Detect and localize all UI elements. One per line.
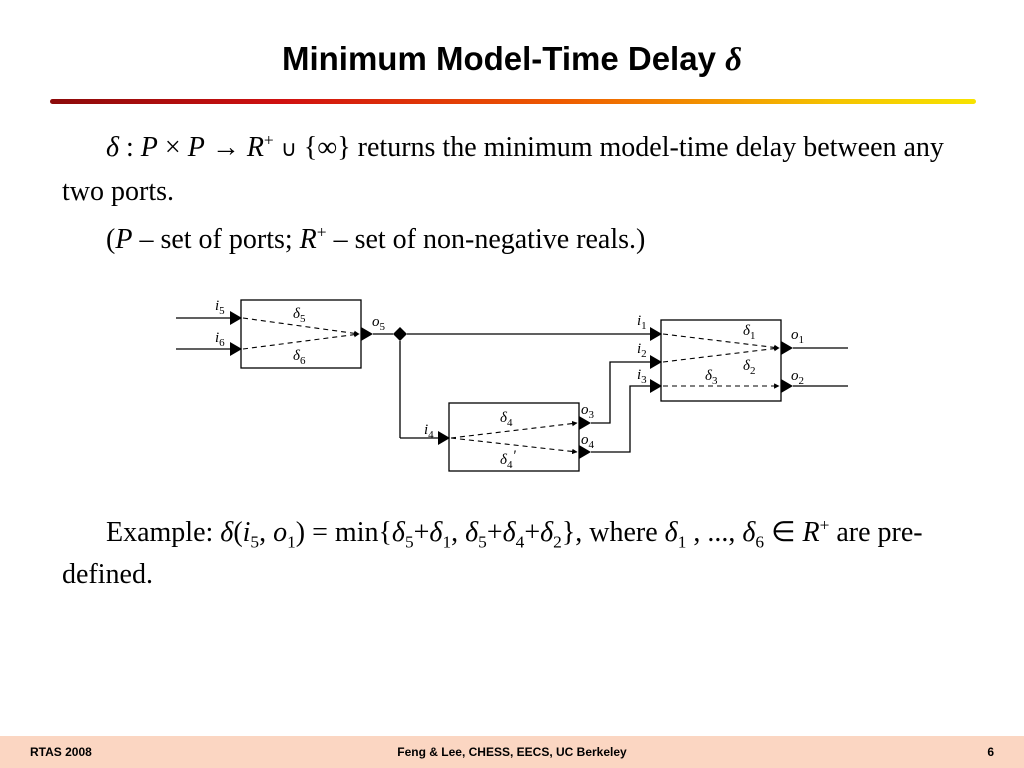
port-i2-marker bbox=[650, 355, 662, 369]
label-d4-prime: $\delta_4'$ bbox=[500, 448, 516, 471]
label-d5: $\delta_5$ bbox=[293, 306, 306, 325]
def-p1: P bbox=[140, 132, 158, 163]
def-r: R bbox=[246, 132, 264, 163]
slide-title-delta: δ bbox=[725, 42, 743, 78]
label-i3: $i_3$ bbox=[637, 367, 647, 386]
footer-authors: Feng & Lee, CHESS, EECS, UC Berkeley bbox=[397, 745, 627, 759]
example-paragraph: Example: $\delta(i_5$, $o_1) = \min\{\delta_5+\delta_1$, $\delta_5+\delta_4+\delta_2$}, where $\delta_1$ , ..., $\delta_6$ ∈ R+ are pre-defined. bbox=[62, 515, 923, 590]
label-o5: $o_5$ bbox=[372, 314, 385, 333]
wire-o4-i3 bbox=[591, 386, 650, 452]
def-plus: + bbox=[263, 130, 274, 150]
note-open: ( bbox=[106, 224, 116, 255]
label-o1: $o_1$ bbox=[791, 327, 804, 346]
def-times: × bbox=[157, 132, 188, 163]
label-i4: $i_4$ bbox=[424, 422, 434, 441]
label-o3: $o_3$ bbox=[581, 402, 594, 421]
footer-conference: RTAS 2008 bbox=[30, 745, 92, 759]
def-rest: returns the minimum model-time delay between any two ports. bbox=[62, 132, 944, 207]
relation-diamond bbox=[393, 327, 407, 341]
def-colon: : bbox=[119, 132, 141, 163]
delay-path-d2 bbox=[663, 348, 779, 362]
delay-path-d6 bbox=[243, 334, 359, 349]
footer-page-number: 6 bbox=[987, 745, 994, 759]
footer-bar bbox=[0, 736, 1024, 768]
port-i3-marker bbox=[650, 379, 662, 393]
port-i5-marker bbox=[230, 311, 242, 325]
label-d4: $\delta_4$ bbox=[500, 410, 513, 429]
label-d3: $\delta_3$ bbox=[705, 368, 718, 387]
note-plus: + bbox=[316, 222, 327, 242]
port-i6-marker bbox=[230, 342, 242, 356]
label-i1: $i_1$ bbox=[637, 313, 647, 332]
title-divider bbox=[50, 99, 976, 104]
port-o1-marker bbox=[781, 341, 793, 355]
note-end: – set of non-negative reals.) bbox=[326, 224, 646, 255]
actor-delay-diagram bbox=[170, 290, 860, 485]
label-d2: $\delta_2$ bbox=[743, 358, 756, 377]
def-infinity-set: {∞} bbox=[303, 132, 351, 163]
delay-path-d4 bbox=[451, 423, 577, 438]
note-paragraph bbox=[62, 219, 962, 261]
note-mid: – set of ports; bbox=[132, 224, 300, 255]
label-d1: $\delta_1$ bbox=[743, 323, 756, 342]
label-i5: $i_5$ bbox=[215, 298, 225, 317]
label-i6: $i_6$ bbox=[215, 330, 225, 349]
note-r: R bbox=[299, 224, 317, 255]
note-p: P bbox=[115, 224, 133, 255]
def-arrow: → bbox=[204, 132, 247, 163]
example-label: Example: bbox=[106, 517, 221, 548]
def-p2: P bbox=[187, 132, 205, 163]
slide-title-text: Minimum Model-Time Delay bbox=[281, 40, 716, 77]
actor-box-3 bbox=[661, 320, 781, 401]
label-o2: $o_2$ bbox=[791, 368, 804, 387]
port-i1-marker bbox=[650, 327, 662, 341]
port-i4-marker bbox=[438, 431, 450, 445]
slide-title bbox=[0, 40, 1024, 79]
label-o4: $o_4$ bbox=[581, 432, 594, 451]
def-delta: δ bbox=[106, 132, 120, 163]
delay-path-d1 bbox=[663, 334, 779, 348]
definition-paragraph bbox=[62, 127, 962, 213]
label-d6: $\delta_6$ bbox=[293, 348, 306, 367]
label-i2: $i_2$ bbox=[637, 341, 647, 360]
def-union: ∪ bbox=[273, 137, 304, 162]
